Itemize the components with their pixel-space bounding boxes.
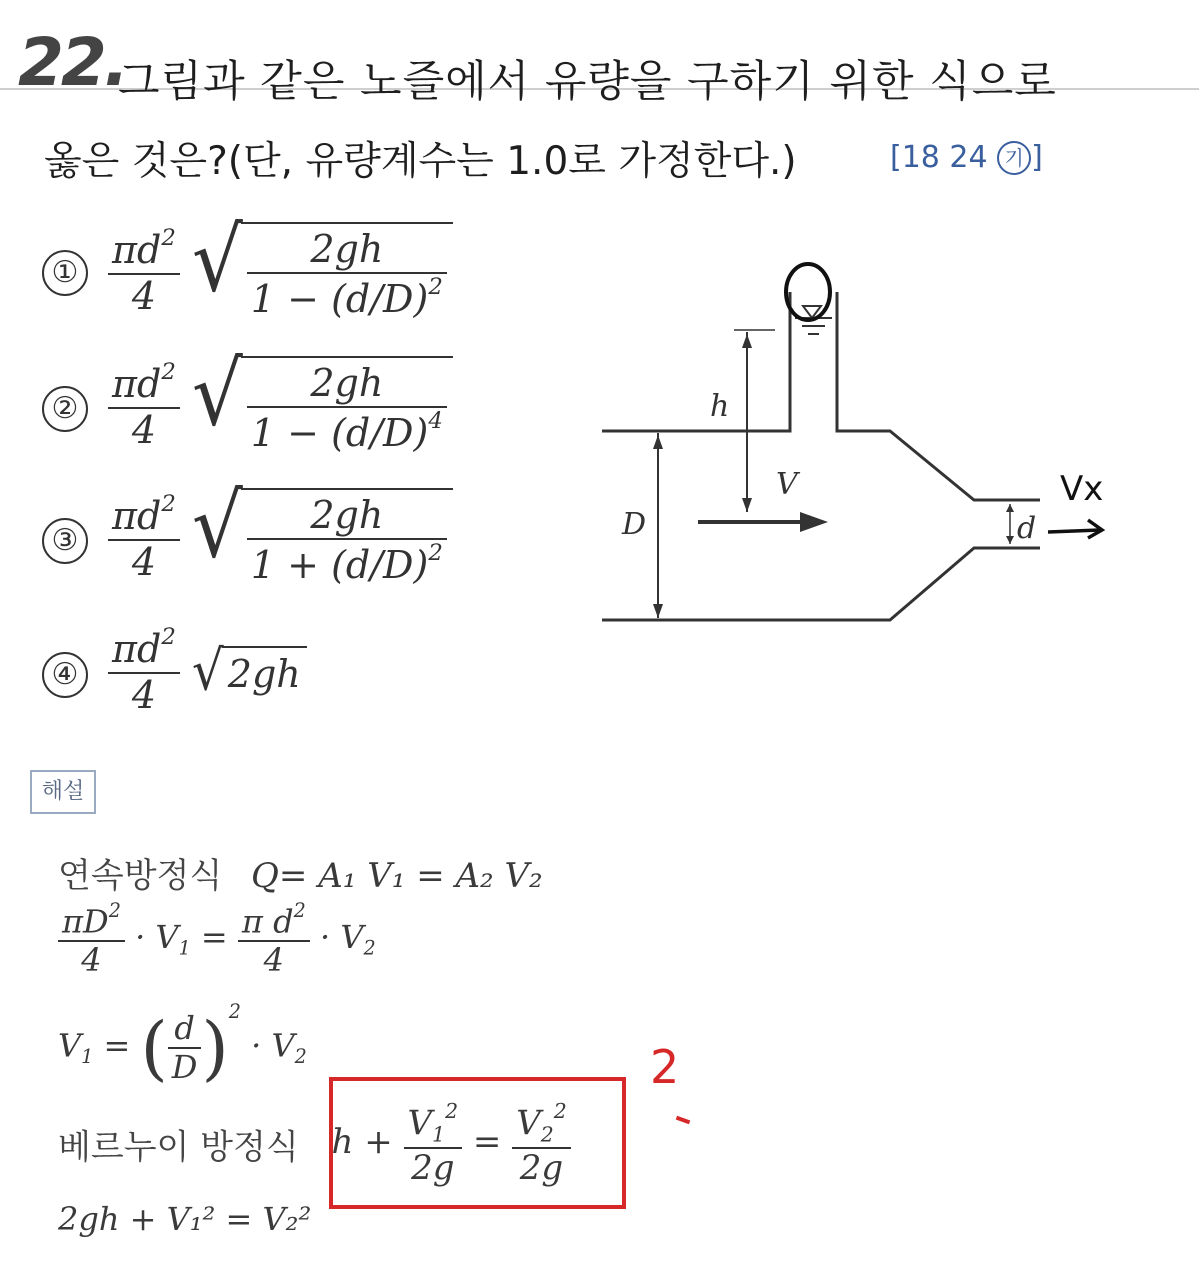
v1-equation: $V_1$ = ( $\frac{d}{D}$ )$^2 \cdot V_2$ — [58, 1000, 307, 1089]
option-1-number[interactable]: ① — [42, 250, 88, 296]
handwritten-mark — [676, 1116, 691, 1125]
option-4-formula[interactable]: $\frac{\pi d^2}{4}$ √ 2gh — [108, 624, 307, 718]
option-3-number[interactable]: ③ — [42, 518, 88, 564]
source-prefix: [18 24 — [890, 140, 988, 175]
label-D: D — [622, 507, 647, 542]
continuity-label: 연속방정식 — [58, 856, 223, 896]
coef-fraction: $\frac{\pi d^2}{4}$ — [108, 225, 180, 319]
option-2-formula[interactable]: $\frac{\pi d^2}{4}$ √ $\frac{2gh}{1 - (d/D)^4}$ — [108, 356, 453, 456]
option-4-number[interactable]: ④ — [42, 652, 88, 698]
handwritten-note: 2 — [650, 1040, 680, 1094]
continuity-line — [58, 848, 543, 897]
option-1-formula[interactable] — [108, 209, 453, 322]
label-h: h — [710, 389, 730, 424]
question-text-line1: 그림과 같은 노즐에서 유량을 구하기 위한 식으로 — [118, 57, 1057, 107]
pipe-top-right — [837, 292, 1040, 500]
nozzle-diagram — [590, 250, 1130, 650]
continuity-equation: Q= A₁ V₁ = A₂ V₂ — [251, 856, 543, 896]
source-suffix: ] — [1031, 140, 1043, 175]
handwritten-vx: Vx — [1060, 469, 1104, 509]
solution-header: 해설 — [30, 770, 96, 814]
bernoulli-equation: h + $\frac{V_1^2}{2g}$ = $\frac{V_2^2}{2g}$ — [332, 1122, 571, 1162]
label-V: V — [776, 467, 798, 502]
question-text-line2: 옳은 것은?(단, 유량계수는 1.0로 가정한다.) — [44, 139, 797, 184]
bernoulli-label: 베르누이 방정식 — [58, 1127, 299, 1168]
continuity-area-equation: $\frac{\pi D^2}{4}$ · $V_1$ = $\frac{\pi d^2}{4}$ · $V_2$ — [58, 900, 376, 979]
question-source — [890, 140, 1043, 175]
option-2-number[interactable]: ② — [42, 386, 88, 432]
option-3-formula[interactable]: $\frac{\pi d^2}{4}$ √ $\frac{2gh}{1 + (d/D)^2}$ — [108, 488, 453, 588]
label-d: d — [1017, 511, 1037, 546]
pipe-top-left — [602, 292, 790, 431]
final-equation: 2gh + V₁² = V₂² — [58, 1200, 312, 1238]
highlight-box — [329, 1077, 626, 1209]
sqrt: √ $\frac{2gh}{1 - (d/D)^2}$ — [192, 222, 453, 322]
pipe-bottom — [602, 548, 1040, 620]
question-number: 22. — [18, 24, 126, 101]
source-mark: 기 — [997, 141, 1031, 175]
